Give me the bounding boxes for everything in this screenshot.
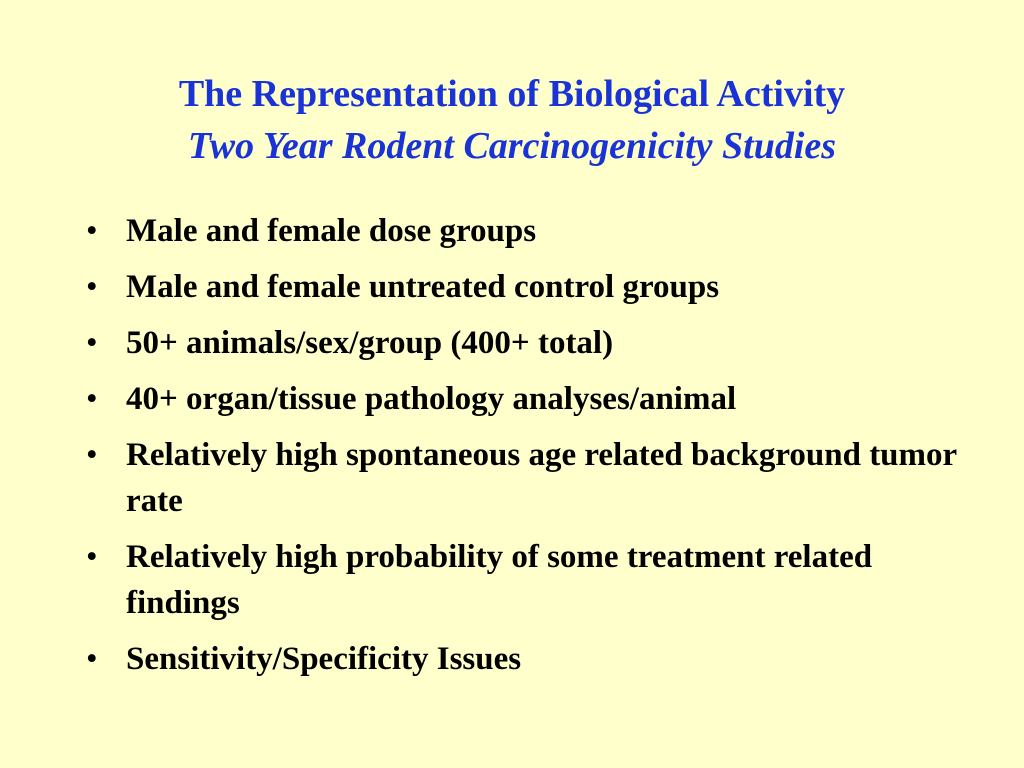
bullet-item-treatment-findings	[86, 534, 966, 626]
bullet-icon: •	[86, 437, 98, 473]
slide-title-block	[0, 68, 1024, 172]
bullet-text: Relatively high probability of some treatment related findings	[126, 539, 873, 621]
bullet-list	[86, 208, 966, 692]
bullet-text: Relatively high spontaneous age related background tumor rate	[126, 437, 957, 519]
bullet-icon: •	[86, 325, 98, 361]
bullet-text: Male and female untreated control groups	[126, 269, 720, 305]
bullet-item-control-groups	[86, 264, 966, 310]
slide-subtitle: Two Year Rodent Carcinogenicity Studies	[187, 125, 837, 167]
bullet-item-sensitivity-issues	[86, 636, 966, 682]
bullet-text: 50+ animals/sex/group (400+ total)	[126, 325, 614, 361]
bullet-text: Male and female dose groups	[126, 213, 537, 249]
bullet-icon: •	[86, 641, 98, 677]
bullet-item-dose-groups	[86, 208, 966, 254]
bullet-icon: •	[86, 539, 98, 575]
slide-title: The Representation of Biological Activity	[178, 73, 846, 115]
bullet-item-pathology-analyses	[86, 376, 966, 422]
bullet-text: 40+ organ/tissue pathology analyses/animal	[126, 381, 737, 417]
bullet-item-background-tumor-rate	[86, 432, 966, 524]
bullet-icon: •	[86, 213, 98, 249]
bullet-item-animals-per-group	[86, 320, 966, 366]
bullet-text: Sensitivity/Specificity Issues	[126, 641, 522, 677]
bullet-icon: •	[86, 381, 98, 417]
bullet-icon: •	[86, 269, 98, 305]
